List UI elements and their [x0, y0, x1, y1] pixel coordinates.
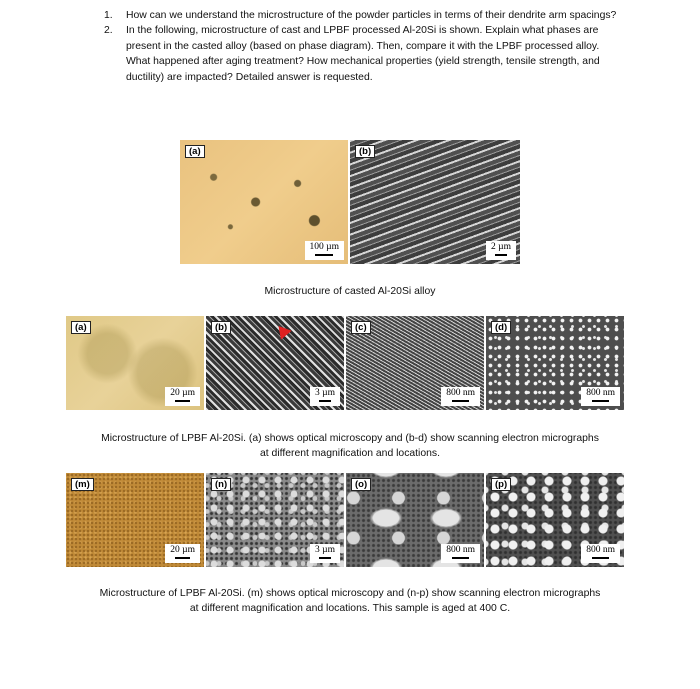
red-marker-icon [274, 326, 291, 342]
figure1-caption [180, 284, 520, 299]
scale-bar [581, 544, 620, 563]
scale-bar-text: 3 µm [315, 388, 335, 398]
figure3-caption [30, 586, 670, 616]
question-text: How can we understand the microstructure of the powder particles in terms of their dendrite arm spacings? [126, 10, 617, 21]
aged-sem-micrograph [346, 473, 484, 567]
lpbf-sem-micrograph [346, 316, 484, 410]
aged-optical-micrograph [66, 473, 204, 567]
scale-bar [165, 544, 200, 563]
scale-bar [305, 241, 345, 260]
scale-bar [165, 387, 200, 406]
panel-label: (b) [355, 145, 375, 158]
scale-bar-text: 20 µm [170, 388, 195, 398]
scale-bar-text: 800 nm [586, 545, 615, 555]
question-list [104, 8, 624, 85]
panel-label: (p) [491, 478, 511, 491]
scale-bar-text: 2 µm [491, 242, 511, 252]
panel-label: (c) [351, 321, 371, 334]
scale-bar-text: 100 µm [309, 242, 339, 252]
cast-optical-micrograph [180, 140, 348, 264]
lpbf-sem-micrograph [486, 316, 624, 410]
question-item [104, 8, 624, 23]
question-item [104, 23, 624, 85]
caption-line: Microstructure of LPBF Al-20Si. (a) shows optical microscopy and (b-d) show scanning electron micrographs [101, 433, 599, 444]
scale-bar [441, 544, 480, 563]
aged-sem-micrograph [486, 473, 624, 567]
scale-bar [310, 387, 340, 406]
scale-bar-text: 800 nm [446, 388, 475, 398]
caption-text: Microstructure of casted Al-20Si alloy [264, 286, 436, 297]
figure2-caption [30, 431, 670, 461]
question-text: In the following, microstructure of cast and LPBF processed Al-20Si is shown. Explain what phases are present in the casted alloy (based on phase diagram). Then, compare it with the LPBF processed alloy. What happened after aging treatment? How mechanical properties (yield strength, tensile strength, and ductility) are impacted? Detailed answer is requested. [126, 25, 600, 83]
panel-label: (m) [71, 478, 94, 491]
panel-label: (b) [211, 321, 231, 334]
scale-bar [486, 241, 516, 260]
aged-sem-micrograph [206, 473, 344, 567]
scale-bar-text: 800 nm [586, 388, 615, 398]
caption-line: at different magnification and locations. This sample is aged at 400 C. [189, 603, 511, 614]
cast-sem-micrograph [350, 140, 520, 264]
question-number: 1. [104, 10, 113, 21]
scale-bar [310, 544, 340, 563]
panel-label: (o) [351, 478, 371, 491]
lpbf-optical-micrograph [66, 316, 204, 410]
scale-bar-text: 800 nm [446, 545, 475, 555]
panel-label: (a) [71, 321, 91, 334]
scale-bar [441, 387, 480, 406]
caption-line: at different magnification and locations. [259, 448, 441, 459]
caption-line: Microstructure of LPBF Al-20Si. (m) shows optical microscopy and (n-p) show scanning electron micrographs [99, 588, 601, 599]
panel-label: (d) [491, 321, 511, 334]
panel-label: (a) [185, 145, 205, 158]
scale-bar-text: 20 µm [170, 545, 195, 555]
panel-label: (n) [211, 478, 231, 491]
scale-bar [581, 387, 620, 406]
lpbf-sem-micrograph [206, 316, 344, 410]
question-number: 2. [104, 25, 113, 37]
scale-bar-text: 3 µm [315, 545, 335, 555]
